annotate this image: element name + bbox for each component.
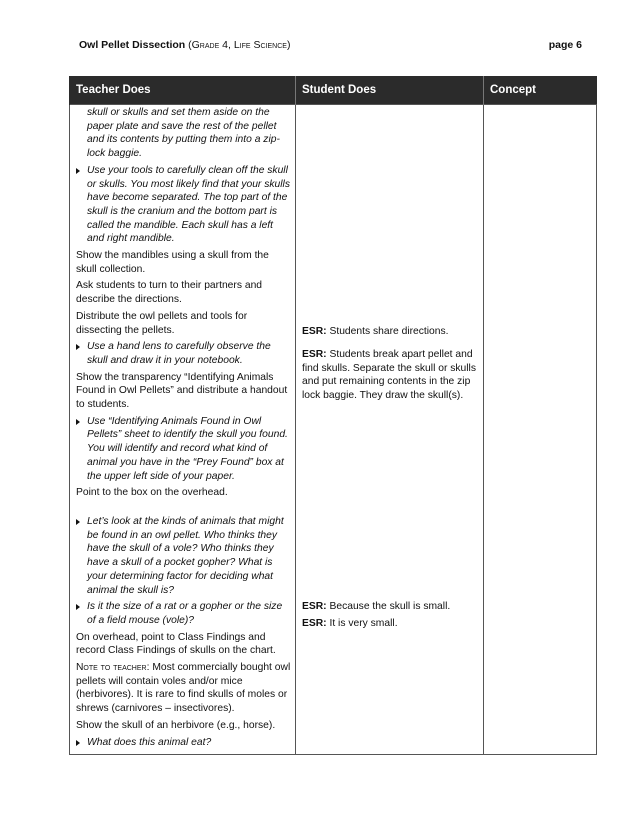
title-close-paren: ) [286, 39, 291, 51]
concept-cell [484, 105, 597, 755]
bullet-text: Use “Identifying Animals Found in Owl Pellets” sheet to identify the skull you found. You will identify and record what kind of animal you have in the “Prey Found” box at the upper left side of your paper. [87, 415, 288, 482]
arrow-bullet-icon [76, 419, 80, 425]
bullet-text: Is it the size of a rat or a gopher or the size of a field mouse (vole)? [87, 601, 283, 626]
header-teacher-does: Teacher Does [70, 76, 296, 105]
bullet-item [76, 164, 291, 246]
arrow-bullet-icon [76, 168, 80, 174]
title-grade: Grade 4, Life Science [191, 39, 287, 51]
bullet-item [76, 340, 291, 367]
esr-text: Students share directions. [326, 326, 449, 337]
teacher-paragraph: Show the mandibles using a skull from the skull collection. [76, 250, 269, 275]
header-student-does: Student Does [296, 76, 484, 105]
note-label: Note to teacher: [76, 662, 150, 674]
bullet-text: Use a hand lens to carefully observe the skull and draw it in your notebook. [87, 341, 271, 366]
teacher-paragraph: On overhead, point to Class Findings and record Class Findings of skulls on the chart. [76, 631, 276, 657]
document-title [79, 39, 290, 51]
esr-text: Because the skull is small. [326, 601, 451, 612]
page-number: page 6 [548, 39, 582, 51]
teacher-paragraph: Ask students to turn to their partners and describe the directions. [76, 280, 263, 306]
note-text: Most commercially bought owl pellets will contain voles and/or mice (herbivores). It is rare to find skulls of moles or shrews (carnivores – insectivores). [76, 662, 291, 715]
bullet-text: What does this animal eat? [87, 736, 212, 748]
title-open-paren: ( [185, 39, 192, 51]
bullet-text: Let’s look at the kinds of animals that might be found in an owl pellet. Who thinks they have the skull of a vole? Who thinks they have a skull of a pocket gopher? What is your determining factor for deciding what animal the skull is? [87, 515, 284, 596]
teacher-paragraph: Point to the box on the overhead. [76, 487, 228, 499]
esr-label: ESR: [302, 601, 327, 612]
continued-text: skull or skulls and set them aside on the paper plate and save the rest of the pellet and its contents by putting them into a zip-lock baggie. [87, 107, 280, 160]
header-concept: Concept [484, 76, 597, 105]
esr-label: ESR: [302, 618, 327, 629]
arrow-bullet-icon [76, 740, 80, 746]
esr-text: It is very small. [326, 618, 398, 629]
bullet-item [76, 736, 291, 750]
esr-text: Students break apart pellet and find skulls. Separate the skull or skulls and put remaining contents in the zip lock baggie. They draw the skull(s). [302, 349, 476, 402]
table-row [70, 105, 597, 755]
teacher-paragraph: Show the transparency “Identifying Animals Found in Owl Pellets” and distribute a handout to students. [76, 371, 288, 411]
bullet-item [76, 515, 291, 597]
table-header-row [70, 76, 597, 105]
esr-label: ESR: [302, 326, 327, 337]
title-main: Owl Pellet Dissection [79, 39, 186, 51]
arrow-bullet-icon [76, 604, 80, 610]
arrow-bullet-icon [76, 344, 80, 350]
expected-response [302, 348, 479, 403]
expected-response [302, 600, 479, 614]
student-does-cell [296, 105, 484, 755]
expected-response [302, 617, 479, 631]
bullet-text: Use your tools to carefully clean off the skull or skulls. You most likely find that your skulls have become separated. The top part of the skull is the cranium and the bottom part is called the mandible. Each skull has a left and right mandible. [87, 164, 290, 245]
arrow-bullet-icon [76, 519, 80, 525]
esr-label: ESR: [302, 349, 327, 360]
bullet-item [76, 415, 291, 484]
bullet-item [76, 600, 291, 627]
teacher-paragraph: Distribute the owl pellets and tools for dissecting the pellets. [76, 310, 248, 336]
expected-response [302, 325, 479, 339]
teacher-does-cell [70, 105, 296, 755]
note-to-teacher [76, 661, 291, 716]
teacher-paragraph: Show the skull of an herbivore (e.g., horse). [76, 719, 276, 731]
lesson-table [69, 76, 597, 755]
page-header [79, 39, 582, 55]
